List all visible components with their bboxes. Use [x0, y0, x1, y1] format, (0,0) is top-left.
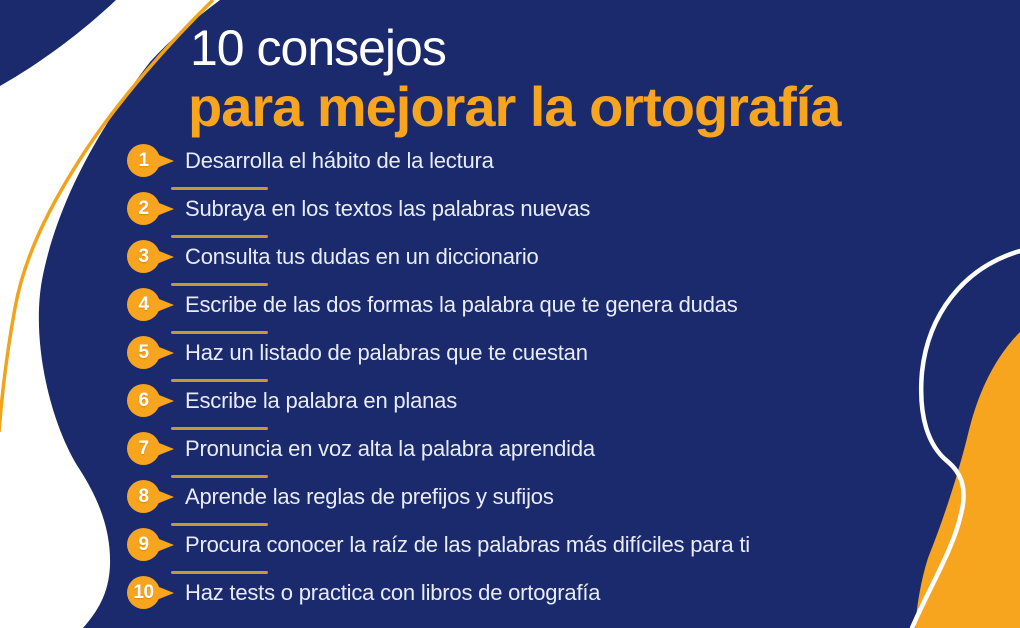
item-number-badge: 9 — [127, 528, 160, 561]
tip-row — [0, 425, 1020, 473]
item-number-badge: 2 — [127, 192, 160, 225]
tip-text: Pronuncia en voz alta la palabra aprendida — [185, 436, 595, 461]
tip-row — [0, 233, 1020, 281]
page-title: 10 consejos — [190, 20, 446, 76]
tip-text: Escribe la palabra en planas — [185, 388, 458, 413]
tip-row — [0, 185, 1020, 233]
tip-text: Desarrolla el hábito de la lectura — [185, 148, 494, 173]
tip-row — [0, 137, 1020, 185]
tip-row — [0, 329, 1020, 377]
tip-row — [0, 569, 1020, 617]
item-number-badge: 8 — [127, 480, 160, 513]
tip-row — [0, 521, 1020, 569]
item-number-badge: 5 — [127, 336, 160, 369]
item-number-badge: 6 — [127, 384, 160, 417]
tip-text: Escribe de las dos formas la palabra que te genera dudas — [185, 292, 738, 317]
item-number-badge: 4 — [127, 288, 160, 321]
tip-text: Haz un listado de palabras que te cuestan — [185, 340, 588, 365]
tip-text: Haz tests o practica con libros de ortografía — [185, 580, 601, 605]
tip-text: Subraya en los textos las palabras nuevas — [185, 196, 591, 221]
item-number-badge: 10 — [127, 576, 160, 609]
item-number-badge: 1 — [127, 144, 160, 177]
item-number-badge: 7 — [127, 432, 160, 465]
tip-text: Procura conocer la raíz de las palabras más difíciles para ti — [185, 532, 750, 557]
tip-row — [0, 377, 1020, 425]
tip-row — [0, 473, 1020, 521]
page-subtitle: para mejorar la ortografía — [188, 75, 841, 138]
tip-row — [0, 281, 1020, 329]
item-number-badge: 3 — [127, 240, 160, 273]
tip-text: Consulta tus dudas en un diccionario — [185, 244, 539, 269]
tip-text: Aprende las reglas de prefijos y sufijos — [185, 484, 554, 509]
